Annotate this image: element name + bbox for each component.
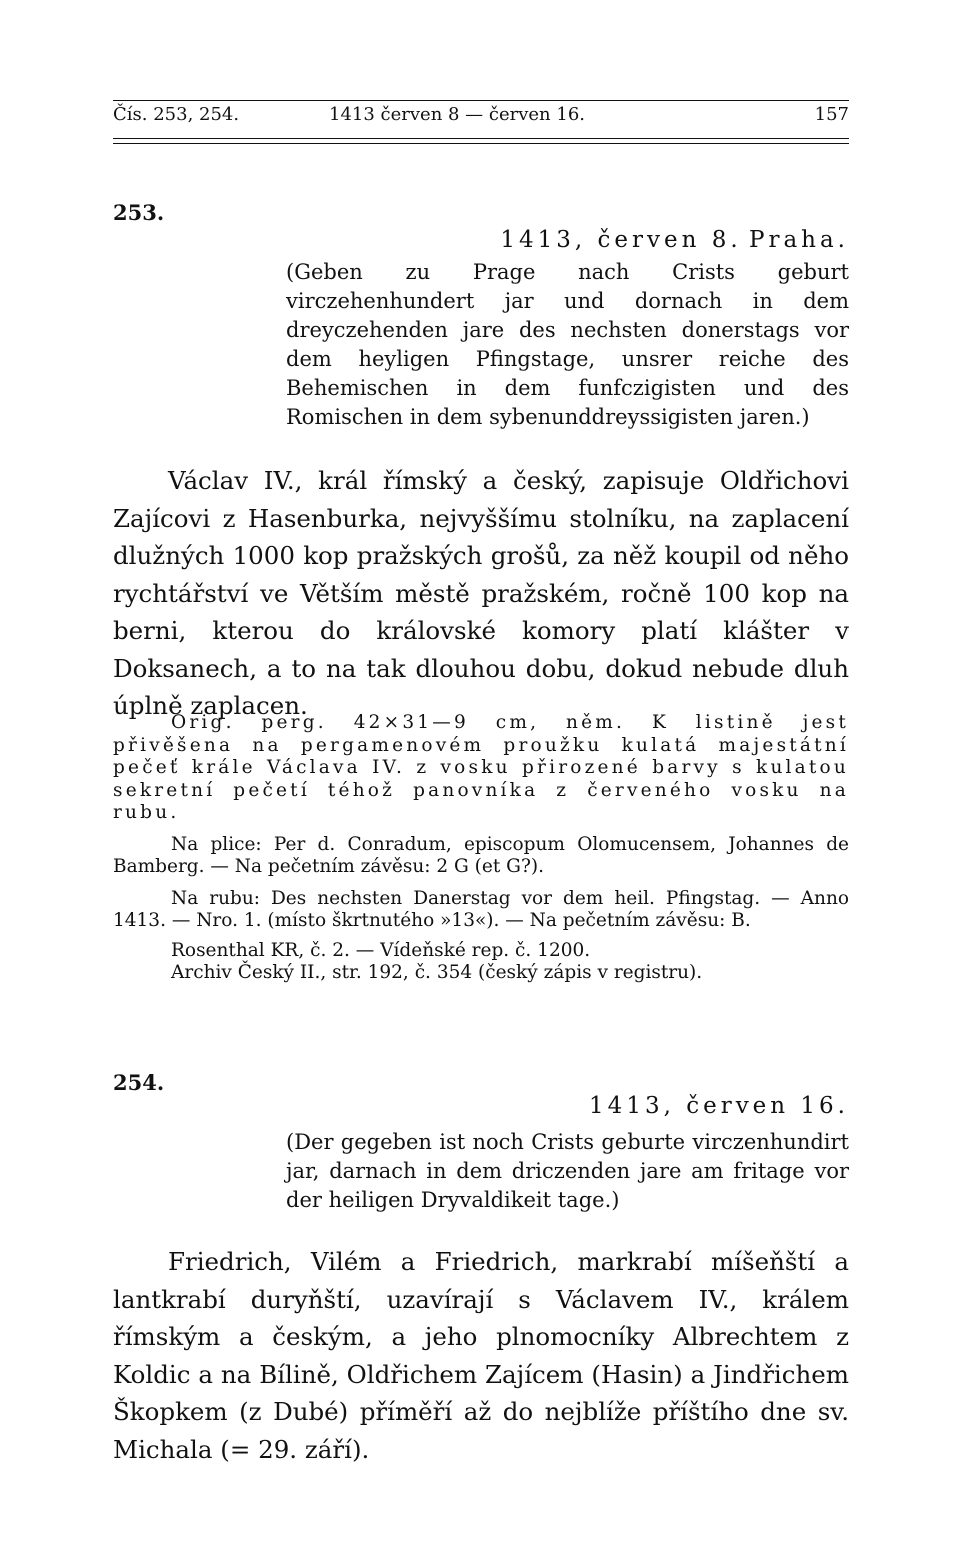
regest-text: Václav IV., král římský a český, zapisuje Oldřichovi Zajícovi z Hasenburka, nejvyššímu stolníku, na zaplacení dlužných 1000 kop pražských grošů, za něž koupil od něho rychtářství ve Větším městě pražském, ročně 100 kop na berni, kterou do královské komory platí klášter v Doksanech, a to na tak dlouhou dobu, dokud nebude dluh úplně zaplacen.	[113, 466, 849, 720]
dateline-254	[589, 1093, 849, 1119]
header-date-range: 1413 červen 8 — červen 16.	[329, 104, 585, 125]
quote-text: (Der gegeben ist noch Crists geburte virczenhundirt jar, darnach in dem driczenden jare am fritage vor der heiligen Dryvaldikeit tage.)	[286, 1130, 849, 1212]
dateline-date: 1413, červen 16.	[589, 1093, 849, 1119]
regest-254	[113, 1243, 849, 1468]
notes-253	[113, 712, 849, 985]
quote-text: (Geben zu Prage nach Crists geburt virczehenhundert jar und dornach in dem dreyczehenden jare des nechsten donerstags vor dem heyligen Pfingstage, unsrer reiche des Behemischen in dem funfczigisten und des Romischen in dem sybenunddreyssigisten jaren.)	[286, 260, 849, 429]
running-header	[113, 104, 849, 132]
document-number-253: 253.	[113, 200, 165, 225]
document-number-254: 254.	[113, 1070, 165, 1095]
page-number: 157	[814, 104, 849, 125]
dating-quote-253	[286, 258, 849, 432]
header-document-numbers: Čís. 253, 254.	[113, 104, 240, 125]
dateline-date: 1413, červen 8.	[500, 227, 742, 253]
note-edition: Archiv Český II., str. 192, č. 354 (český zápis v registru).	[171, 962, 703, 983]
note-description: Orig. perg. 42×31—9 cm, něm. K listině jest přivěšena na pergamenovém proužku kulatá majestátní pečeť krále Václava IV. z vosku přirozené barvy s kulatou sekretní pečetí téhož panovníka z červeného vosku na rubu.	[113, 712, 849, 823]
regest-text: Friedrich, Vilém a Friedrich, markrabí míšeňští a lantkrabí duryňští, uzavírají s Václavem IV., králem římským a českým, a jeho plnomocníky Albrechtem z Koldic a na Bílině, Oldřichem Zajícem (Hasin) a Jindřichem Škopkem (z Dubé) příměří až do nejblíže příštího dne sv. Michala (= 29. září).	[113, 1247, 849, 1464]
header-double-rule	[113, 138, 849, 144]
note-repertory: Rosenthal KR, č. 2. — Vídeňské rep. č. 1200.	[171, 939, 591, 961]
dateline-253	[500, 227, 849, 253]
dateline-place: Praha.	[748, 227, 849, 253]
regest-253	[113, 462, 849, 725]
header-top-rule	[113, 100, 849, 101]
dating-quote-254	[286, 1128, 849, 1215]
note-verso: Na rubu: Des nechsten Danerstag vor dem heil. Pfingstag. — Anno 1413. — Nro. 1. (místo škrtnutého »13«). — Na pečetním závěsu: B.	[113, 887, 849, 931]
note-plica: Na plice: Per d. Conradum, episcopum Olomucensem, Johannes de Bamberg. — Na pečetním závěsu: 2 G (et G?).	[113, 833, 849, 877]
